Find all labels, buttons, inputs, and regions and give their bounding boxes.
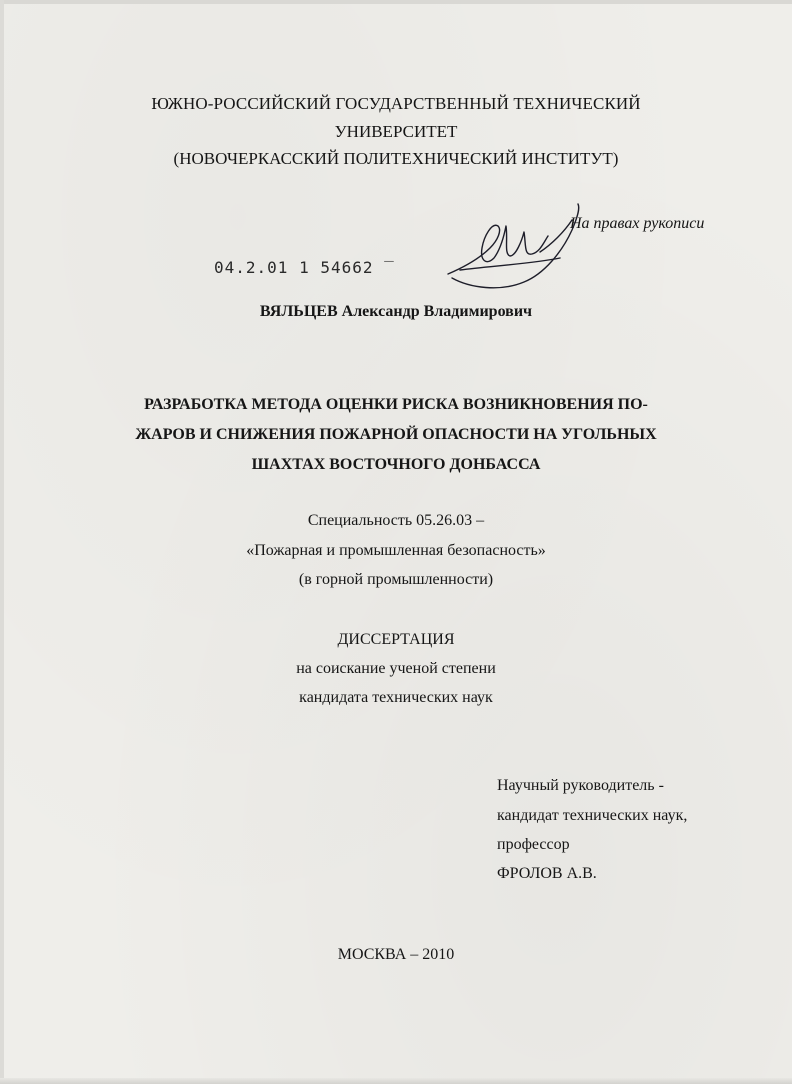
supervisor-title: профессор xyxy=(497,836,570,853)
scan-edge-top xyxy=(0,0,792,4)
author-name: ВЯЛЬЦЕВ Александр Владимирович xyxy=(259,303,533,320)
specialty-branch: (в горной промышленности) xyxy=(298,571,494,588)
handwritten-signature xyxy=(440,196,600,300)
dissertation-title-line-1: РАЗРАБОТКА МЕТОДА ОЦЕНКИ РИСКА ВОЗНИКНОВЕНИЯ ПО- xyxy=(144,396,648,413)
supervisor-degree: кандидат технических наук, xyxy=(497,807,688,824)
manuscript-rights-note: На правах рукописи xyxy=(570,215,705,232)
university-name-line-1: ЮЖНО-РОССИЙСКИЙ ГОСУДАРСТВЕННЫЙ ТЕХНИЧЕСКИЙ xyxy=(151,94,641,113)
signature-stroke-main xyxy=(448,225,548,274)
supervisor-role: Научный руководитель - xyxy=(497,777,664,794)
document-type: ДИССЕРТАЦИЯ xyxy=(337,631,455,648)
signature-stroke-tail xyxy=(540,220,572,252)
university-name-line-3: (НОВОЧЕРКАССКИЙ ПОЛИТЕХНИЧЕСКИЙ ИНСТИТУТ) xyxy=(173,149,619,168)
dissertation-title-line-2: ЖАРОВ И СНИЖЕНИЯ ПОЖАРНОЙ ОПАСНОСТИ НА УГОЛЬНЫХ xyxy=(135,426,657,443)
degree-purpose: на соискание ученой степени xyxy=(296,660,496,677)
degree-name: кандидата технических наук xyxy=(299,689,493,706)
supervisor-name: ФРОЛОВ А.В. xyxy=(497,865,597,882)
city-and-year: МОСКВА – 2010 xyxy=(337,946,455,963)
registration-stamp-number: 04.2.01 1 54662 ‾ xyxy=(214,258,395,277)
dissertation-title-line-3: ШАХТАХ ВОСТОЧНОГО ДОНБАССА xyxy=(251,456,541,473)
scan-edge-bottom xyxy=(0,1078,792,1084)
university-name-line-2: УНИВЕРСИТЕТ xyxy=(334,122,458,141)
specialty-name: «Пожарная и промышленная безопасность» xyxy=(246,542,546,559)
specialty-code: Специальность 05.26.03 – xyxy=(307,512,485,529)
signature-stroke-loop xyxy=(452,204,579,288)
